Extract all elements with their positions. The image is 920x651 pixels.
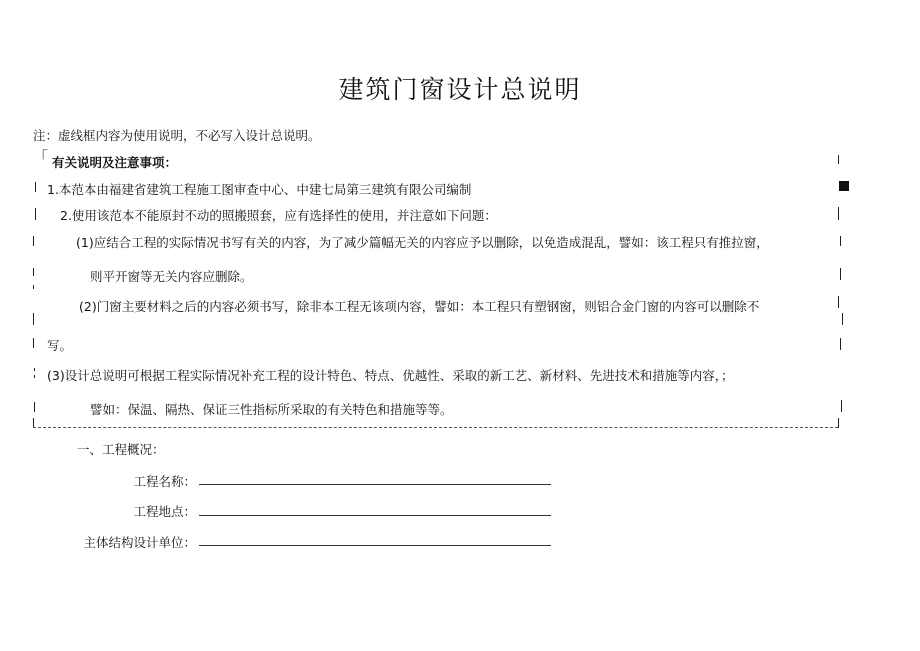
box-left-border-mark [33,418,34,427]
box-left-border-mark [35,182,36,192]
box-right-border-mark [840,236,841,246]
black-square-marker [839,181,849,191]
box-right-border-mark [838,207,839,220]
box-left-border-mark [34,368,35,371]
box-right-border-mark [838,418,839,428]
project-location-underline [199,515,551,516]
box-bottom-border [33,427,838,428]
box-left-border-mark [33,236,34,246]
box-sub-item-2-line-2: 写。 [47,338,73,353]
project-location-label: 工程地点： [133,504,196,519]
box-heading: 有关说明及注意事项： [52,155,178,170]
box-sub-item-3-line-1: (3)设计总说明可根据工程实际情况补充工程的设计特色、特点、优越性、采取的新工艺、新材料、先进技术和措施等内容，； [47,368,734,383]
structure-designer-underline [199,545,551,546]
box-item-2: 2.使用该范本不能原封不动的照搬照套，应有选择性的使用，并注意如下问题： [60,208,497,223]
project-name-underline [199,484,551,485]
box-sub-item-2-line-1: (2)门窗主要材料之后的内容必须书写，除非本工程无该项内容，譬如：本工程只有塑钢窗，则铝合金门窗的内容可以删除不 [79,299,760,314]
box-sub-item-1-line-2: 则平开窗等无关内容应删除。 [90,269,253,284]
document-title: 建筑门窗设计总说明 [338,75,582,104]
box-right-border-mark [840,338,841,350]
box-left-border-mark [35,208,36,220]
box-left-border-mark [33,285,34,289]
box-left-border-mark [34,375,35,378]
box-left-border-mark [34,402,35,412]
project-name-label: 工程名称： [133,474,196,489]
structure-designer-label: 主体结构设计单位： [83,535,196,550]
box-right-border-mark [838,155,839,164]
box-left-border-mark [33,268,34,276]
box-top-left-bracket: 「 [33,148,49,166]
box-left-border-mark [33,338,34,348]
box-sub-item-1-line-1: (1)应结合工程的实际情况书写有关的内容，为了减少篇幅无关的内容应予以删除，以免造成混乱，譬如：该工程只有推拉窗， [76,235,769,250]
box-right-border-mark [840,268,841,280]
box-sub-item-3-line-2: 譬如：保温、隔热、保证三性指标所采取的有关特色和措施等等。 [90,402,453,417]
usage-note: 注：虚线框内容为使用说明，不必写入设计总说明。 [33,128,321,143]
section-1-heading: 一、工程概况： [77,442,165,457]
box-right-border-mark [838,296,839,308]
box-left-border-mark [33,313,34,325]
box-item-1: 1.本范本由福建省建筑工程施工图审查中心、中建七局第三建筑有限公司编制 [47,182,472,197]
box-right-border-mark [842,313,843,325]
box-right-border-mark [841,400,842,412]
